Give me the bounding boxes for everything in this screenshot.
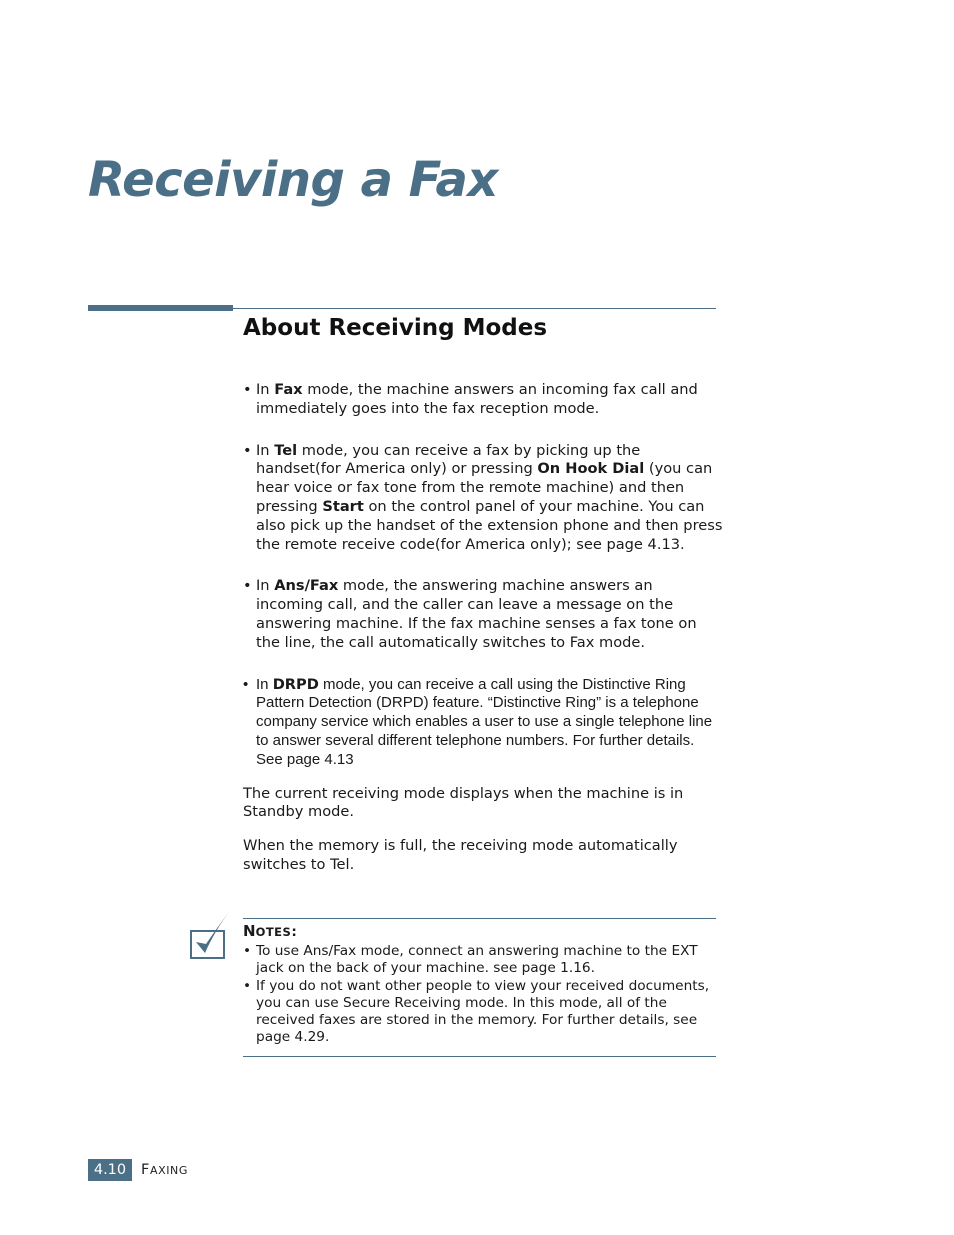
main-content (243, 381, 723, 890)
paragraph-memory: When the memory is full, the receiving mode automatically switches to Tel. (243, 837, 678, 873)
notes-rule-bottom (243, 1056, 716, 1057)
note-item: • If you do not want other people to view your received documents, you can use Secure Receiving mode. In this mode, all of the received faxes are stored in the memory. For further details, see page 4.29. (243, 977, 710, 1046)
notes-box (243, 923, 718, 1046)
bullet-ansfax-mode: • In Ans/Fax mode, the answering machine answers an incoming call, and the caller can leave a message on the answering machine. If the fax machine senses a fax tone on the line, the call automatically switches to Fax mode. (243, 577, 697, 651)
page-title: Receiving a Fax (88, 152, 498, 208)
mode-name: Fax (274, 381, 303, 398)
section-rule-thin (233, 308, 716, 309)
paragraph-standby: The current receiving mode displays when the machine is in Standby mode. (243, 784, 684, 821)
key-name: On Hook Dial (537, 460, 645, 478)
bullet-dot: • (243, 577, 252, 595)
bullet-dot: • (243, 977, 252, 994)
mode-name: DRPD (272, 675, 319, 693)
note-item: • To use Ans/Fax mode, connect an answering machine to the EXT jack on the back of your machine. see page 1.16. (243, 943, 698, 977)
section-rule-thick (88, 305, 233, 311)
checkmark-note-icon (188, 906, 234, 962)
bullet-dot: • (243, 675, 249, 693)
bullet-dot: • (243, 381, 252, 398)
mode-name: Tel (274, 441, 298, 459)
page-number: 4.10 (88, 1159, 132, 1181)
bullet-dot: • (243, 441, 252, 459)
bullet-dot: • (243, 943, 252, 960)
notes-rule-top (243, 918, 716, 919)
bullet-tel-mode: • In Tel mode, you can receive a fax by picking up the handset(for America only) or pressing On Hook Dial (you can hear voice or fax tone from the remote machine) and then pressing Start on the control panel of your machine. You can also pick up the handset of the extension phone and then press the remote receive code(for America only); see page 4.13. (243, 441, 723, 553)
section-heading: About Receiving Modes (243, 315, 548, 341)
footer-section-name: FAXING (141, 1162, 189, 1178)
notes-heading: NOTES: (243, 922, 297, 940)
key-name: Start (322, 497, 364, 515)
bullet-fax-mode: • In Fax mode, the machine answers an incoming fax call and immediately goes into the fax reception mode. (243, 381, 698, 417)
mode-name: Ans/Fax (274, 577, 339, 595)
bullet-drpd-mode: • In DRPD mode, you can receive a call using the Distinctive Ring Pattern Detection (DRPD) feature. “Distinctive Ring” is a telephone company service which enables a user to use a single telephone line to answer several different telephone numbers. For further details. See page 4.13 (243, 675, 713, 768)
